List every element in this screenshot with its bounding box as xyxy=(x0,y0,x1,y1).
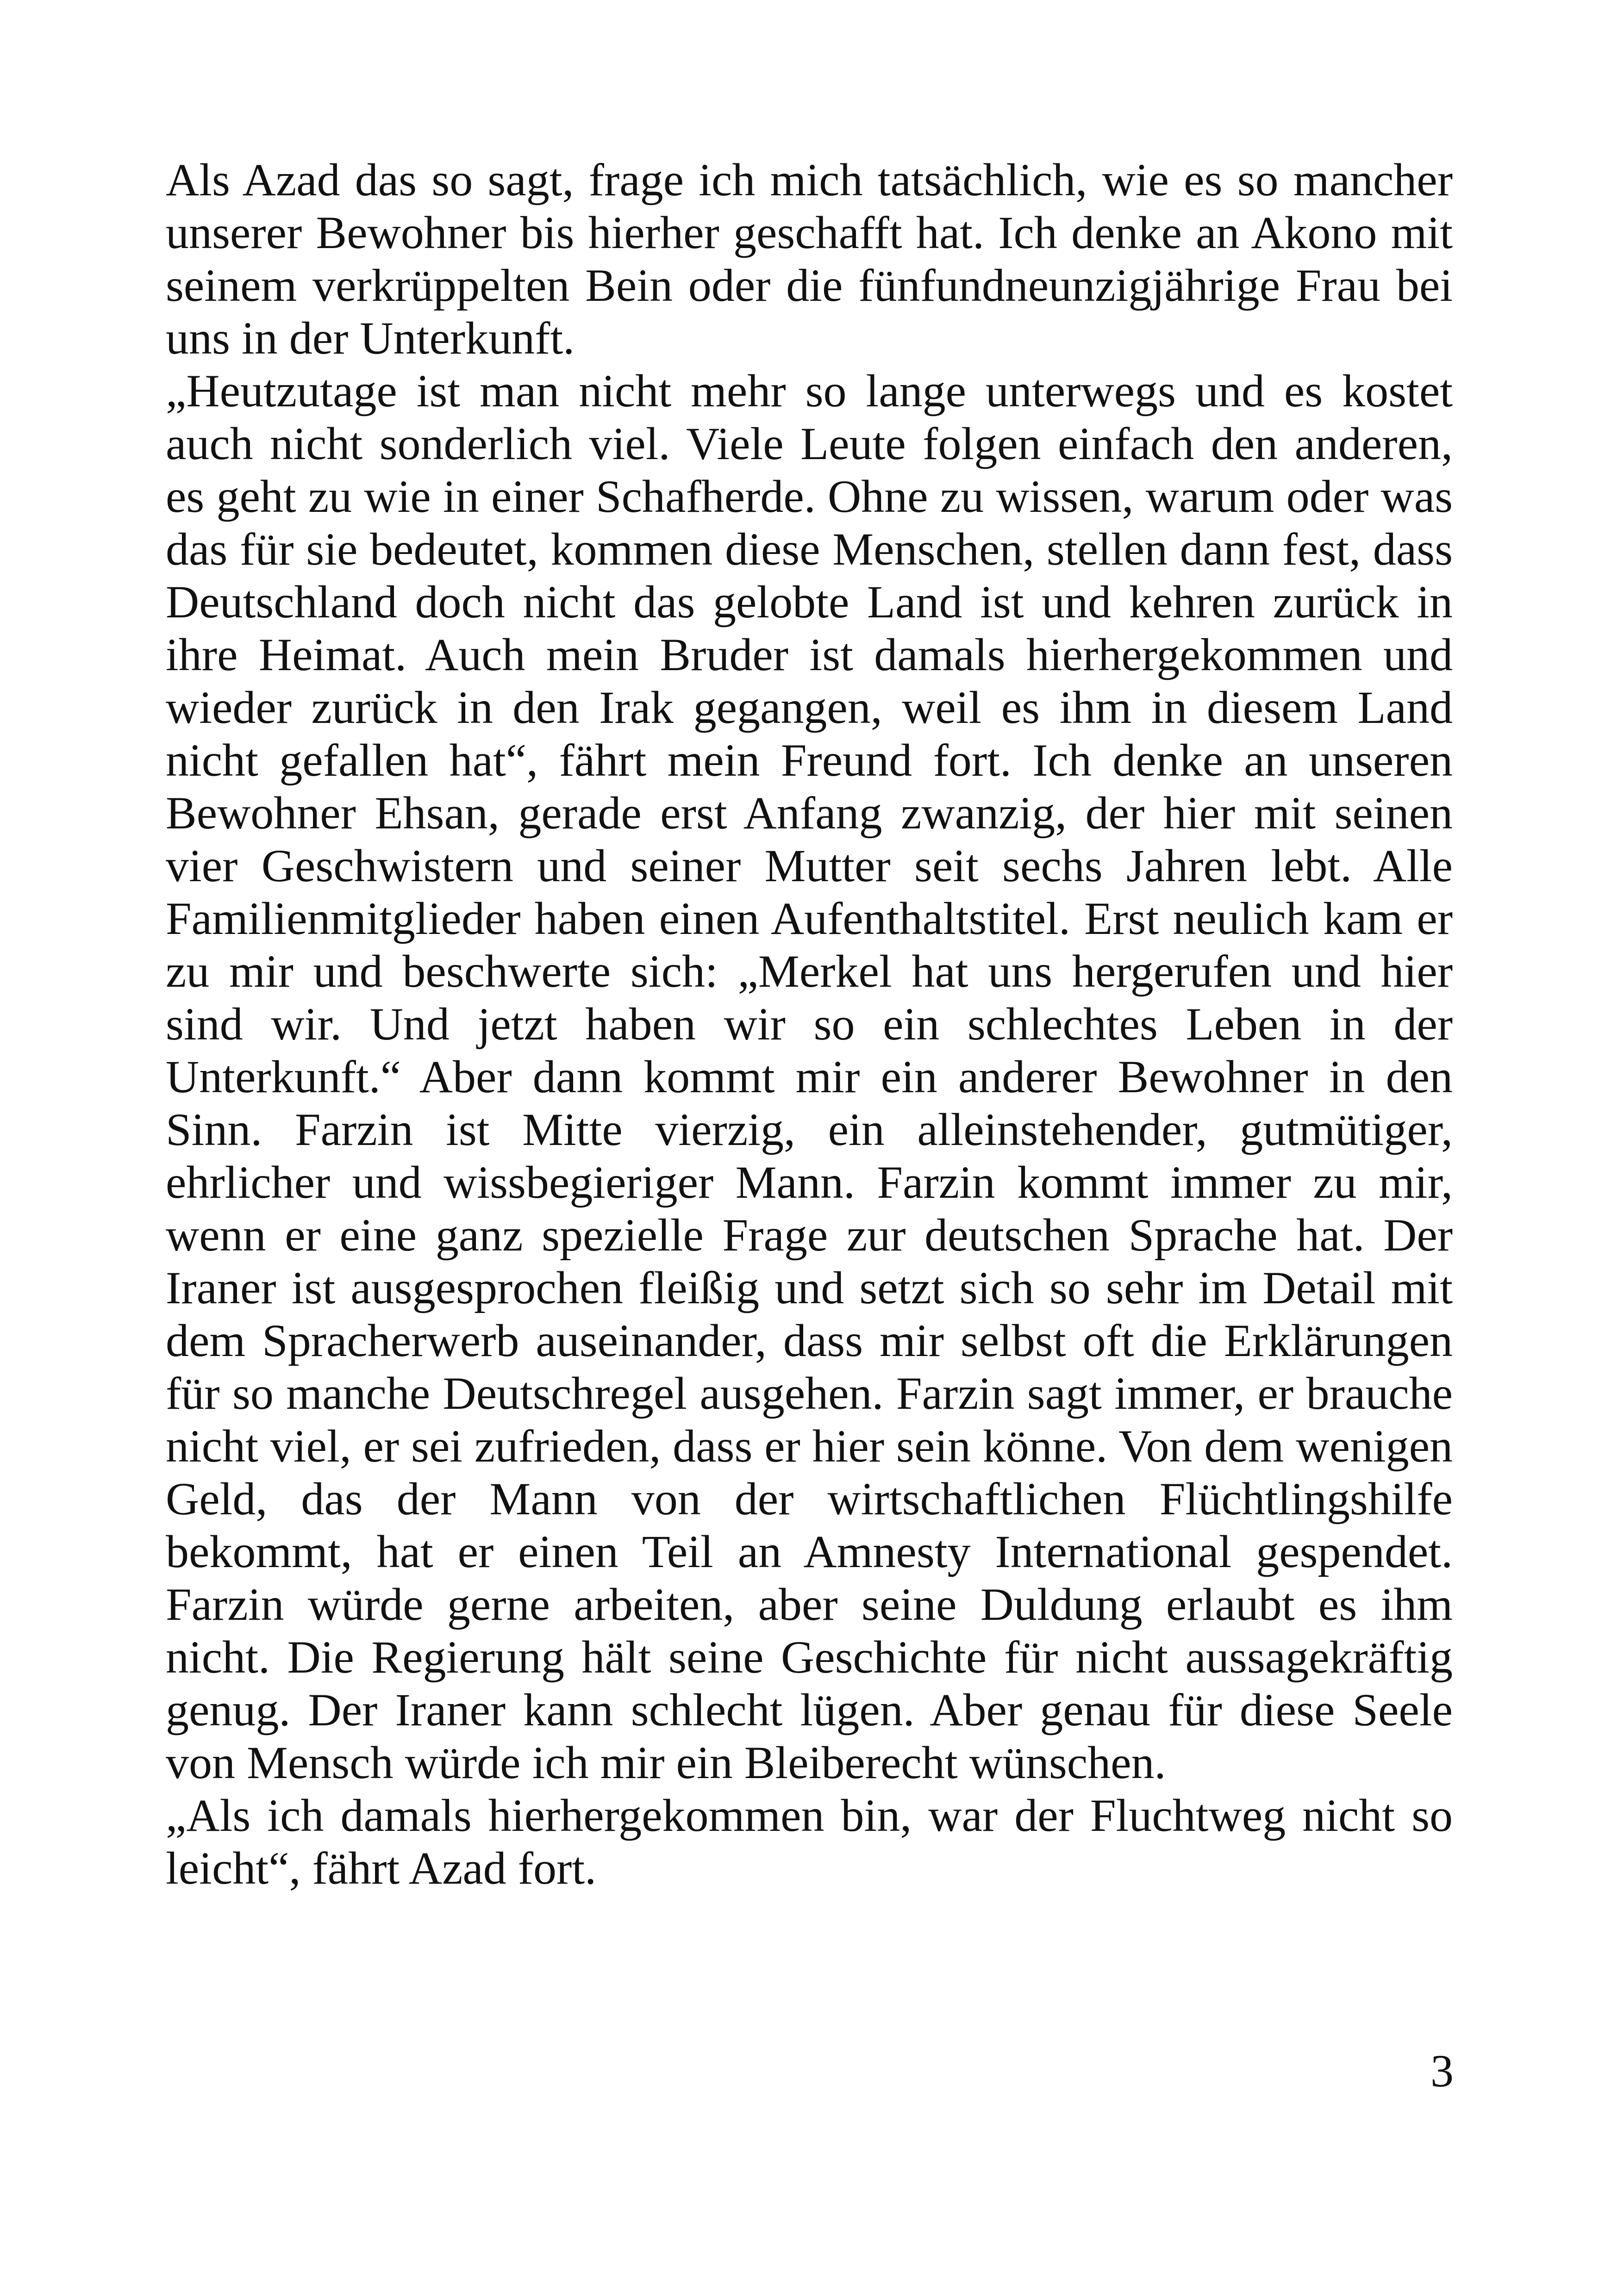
page-number: 3 xyxy=(1430,2045,1454,2097)
body-text xyxy=(166,154,1453,1895)
paragraph-2: „Heutzutage ist man nicht mehr so lange unterwegs und es kostet auch nicht sonderlich viel. Viele Leute folgen einfach den anderen, es geht zu wie in einer Schafherde. Ohne zu wissen, warum oder was das für sie bedeutet, kommen diese Menschen, stellen dann fest, dass Deutschland doch nicht das gelobte Land ist und kehren zurück in ihre Heimat. Auch mein Bruder ist damals hierhergekommen und wieder zurück in den Irak gegangen, weil es ihm in diesem Land nicht gefallen hat“, fährt mein Freund fort. Ich denke an unseren Bewohner Ehsan, gerade erst Anfang zwanzig, der hier mit seinen vier Geschwistern und seiner Mutter seit sechs Jahren lebt. Alle Familienmitglieder haben einen Aufenthaltstitel. Erst neulich kam er zu mir und beschwerte sich: „Merkel hat uns hergerufen und hier sind wir. Und jetzt haben wir so ein schlechtes Leben in der Unterkunft.“ Aber dann kommt mir ein anderer Bewohner in den Sinn. Farzin ist Mitte vierzig, ein alleinstehender, gutmütiger, ehrlicher und wissbegieriger Mann. Farzin kommt immer zu mir, wenn er eine ganz spezielle Frage zur deutschen Sprache hat. Der Iraner ist ausgesprochen fleißig und setzt sich so sehr im Detail mit dem Spracherwerb auseinander, dass mir selbst oft die Erklärungen für so manche Deutschregel ausgehen. Farzin sagt immer, er brauche nicht viel, er sei zufrieden, dass er hier sein könne. Von dem wenigen Geld, das der Mann von der wirtschaftlichen Flüchtlingshilfe bekommt, hat er einen Teil an Amnesty International gespendet. Farzin würde gerne arbeiten, aber seine Duldung erlaubt es ihm nicht. Die Regierung hält seine Geschichte für nicht aussagekräftig genug. Der Iraner kann schlecht lügen. Aber genau für diese Seele von Mensch würde ich mir ein Bleiberecht wünschen. xyxy=(166,365,1453,1788)
paragraph-3: „Als ich damals hierhergekommen bin, war der Fluchtweg nicht so leicht“, fährt Azad fort. xyxy=(166,1790,1453,1894)
paragraph-1: Als Azad das so sagt, frage ich mich tatsächlich, wie es so mancher unserer Bewohner bis hierher geschafft hat. Ich denke an Akono mit seinem verkrüppelten Bein oder die fünfundneunzigjährige Frau bei uns in der Unterkunft. xyxy=(166,154,1453,364)
